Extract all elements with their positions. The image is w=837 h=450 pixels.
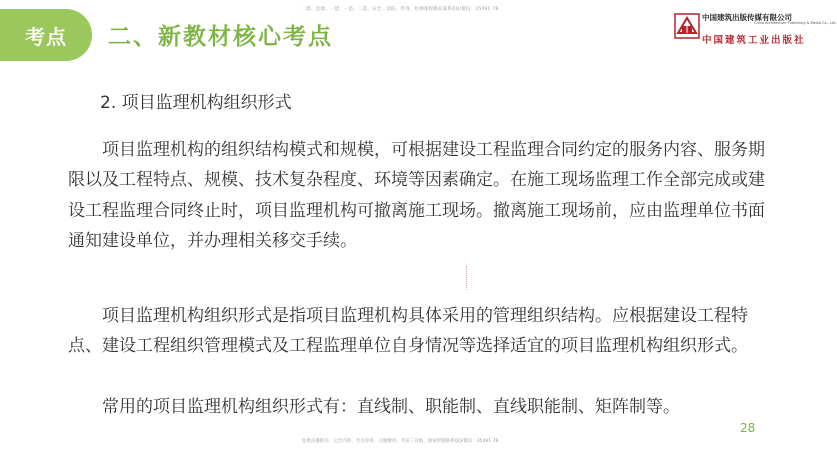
section-badge bbox=[0, 9, 92, 61]
building-press-logo-icon bbox=[674, 13, 700, 39]
faint-stamp-mark bbox=[466, 266, 468, 290]
subheading: 2. 项目监理机构组织形式 bbox=[100, 93, 292, 113]
paragraph-3: 常用的项目监理机构组织形式有：直线制、职能制、直线职能制、矩阵制等。 bbox=[102, 397, 680, 417]
paragraph-1: 项目监理机构的组织结构模式和规模，可根据建设工程监理合同约定的服务内容、服务期限以及工程特点、规模、技术复杂程度、环境等因素确定。在施工现场监理工作全部完成或建设工程监理合同终止时，项目监理机构可撤离施工现场。撤离施工现场前，应由监理单位书面通知建设单位，并办理相关移交手续。 bbox=[68, 140, 765, 252]
top-watermark: 二建、监理、一建、一造、二造、安全、消防、咨询、检测课程精品联系QQ/微信：35491 78 bbox=[301, 7, 499, 12]
section-title: 二、新教材核心考点 bbox=[108, 24, 333, 50]
page-number: 28 bbox=[740, 421, 756, 435]
publisher-english-name: China Architecture Publishing & Media Co., Ltd. bbox=[754, 21, 837, 25]
publisher-logo-block bbox=[674, 11, 837, 46]
bottom-watermark: 免费直播推荐、完全内训、考点串讲、习题精讲、考前三页纸、独家押题联系QQ/微信：35491 78 bbox=[301, 439, 499, 444]
publisher-calligraphy: 中国建筑工业出版社 bbox=[702, 35, 806, 46]
paragraph-2: 项目监理机构组织形式是指项目监理机构具体采用的管理组织结构。应根据建设工程特点、建设工程组织管理模式及工程监理单位自身情况等选择适宜的项目监理机构组织形式。 bbox=[68, 306, 748, 357]
publisher-name: 中国建筑出版传媒有限公司 bbox=[702, 13, 792, 22]
badge-label: 考点 bbox=[25, 24, 67, 49]
